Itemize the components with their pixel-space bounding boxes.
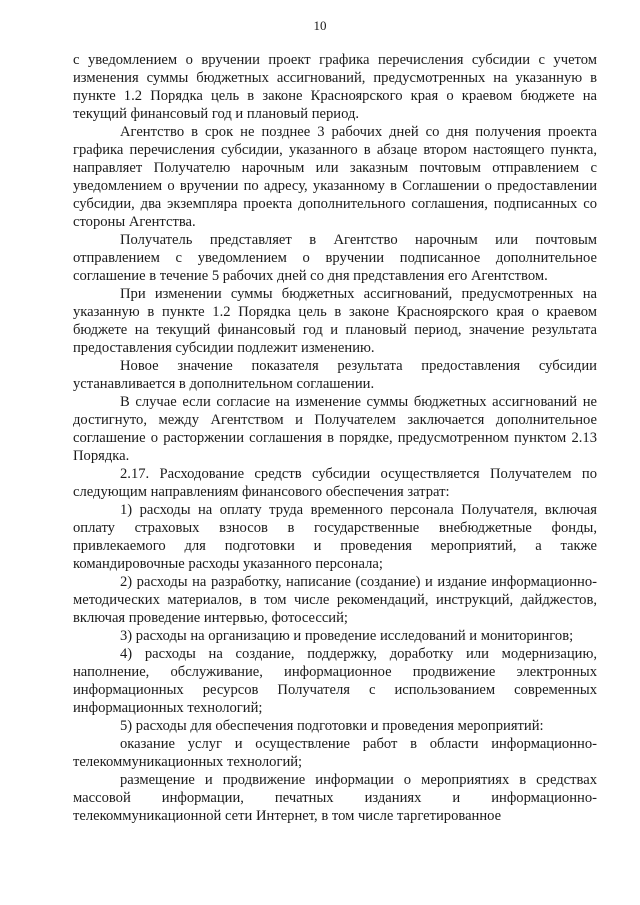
paragraph: 2.17. Расходование средств субсидии осуществляется Получателем по следующим направлениям финансового обеспечения затрат: bbox=[73, 466, 597, 500]
list-item: 2) расходы на разработку, написание (создание) и издание информационно-методических материалов, в том числе рекомендаций, инструкций, дайджестов, включая проведение интервью, фотосессий; bbox=[73, 574, 597, 626]
list-item: 5) расходы для обеспечения подготовки и проведения мероприятий: bbox=[120, 718, 544, 734]
paragraph: Получатель представляет в Агентство нарочным или почтовым отправлением с уведомлением о вручении подписанное дополнительное соглашение в течение 5 рабочих дней со дня представления его Агентством. bbox=[73, 232, 597, 284]
paragraph: с уведомлением о вручении проект графика перечисления субсидии с учетом изменения суммы бюджетных ассигнований, предусмотренных на указанную в пункте 1.2 Порядка цель в законе Красноярского края о краевом бюджете на текущий финансовый год и плановый период. bbox=[73, 52, 597, 122]
paragraph: Новое значение показателя результата предоставления субсидии устанавливается в дополнительном соглашении. bbox=[73, 358, 597, 392]
list-item: 1) расходы на оплату труда временного персонала Получателя, включая оплату страховых взносов в государственные внебюджетные фонды, привлекаемого для подготовки и проведения мероприятий, а также командировочные расходы указанного персонала; bbox=[73, 502, 597, 572]
paragraph: оказание услуг и осуществление работ в области информационно-телекоммуникационных технологий; bbox=[73, 736, 597, 770]
paragraph: Агентство в срок не позднее 3 рабочих дней со дня получения проекта графика перечисления субсидии, указанного в абзаце втором настоящего пункта, направляет Получателю нарочным или заказным почтовым отправлением с уведомлением о вручении по адресу, указанному в Соглашении о предоставлении субсидии, два экземпляра проекта дополнительного соглашения, подписанных со стороны Агентства. bbox=[73, 124, 597, 230]
paragraph: В случае если согласие на изменение суммы бюджетных ассигнований не достигнуто, между Агентством и Получателем заключается дополнительное соглашение о расторжении соглашения в порядке, предусмотренном пунктом 2.13 Порядка. bbox=[73, 394, 597, 464]
list-item: 4) расходы на создание, поддержку, доработку или модернизацию, наполнение, обслуживание, информационное продвижение электронных информационных ресурсов Получателя с использованием современных информационных технологий; bbox=[73, 646, 597, 716]
paragraph: размещение и продвижение информации о мероприятиях в средствах массовой информации, печатных изданиях и информационно-телекоммуникационной сети Интернет, в том числе таргетированное bbox=[73, 772, 597, 824]
paragraph: При изменении суммы бюджетных ассигнований, предусмотренных на указанную в пункте 1.2 Порядка цель в законе Красноярского края о краевом бюджете на текущий финансовый год и плановый период, значение результата предоставления субсидии подлежит изменению. bbox=[73, 286, 597, 356]
document-body bbox=[73, 51, 597, 825]
page-number: 10 bbox=[313, 18, 327, 33]
list-item: 3) расходы на организацию и проведение исследований и мониторингов; bbox=[120, 628, 574, 644]
